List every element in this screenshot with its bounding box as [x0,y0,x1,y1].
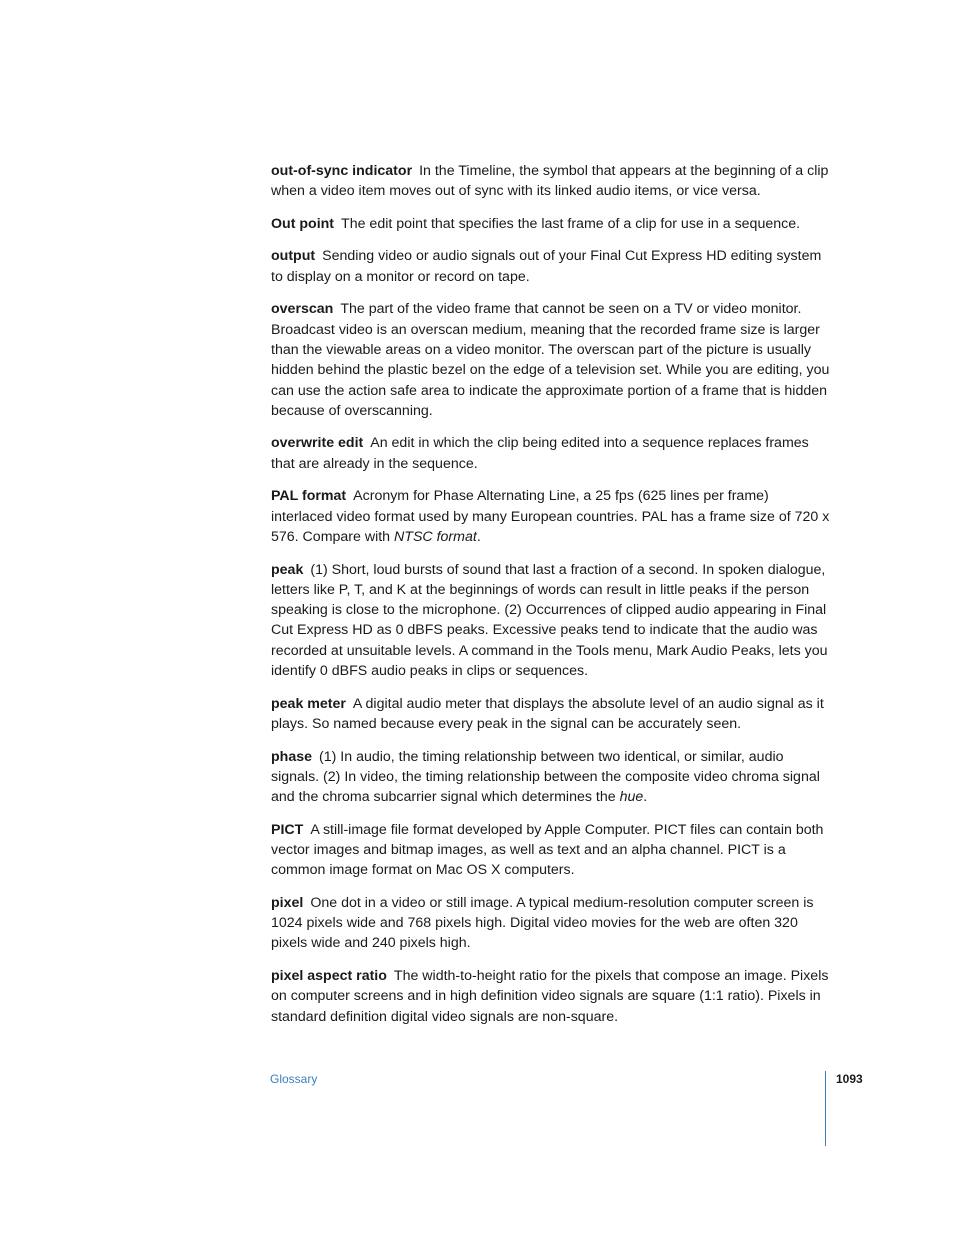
glossary-term: output [271,248,316,265]
glossary-term: peak meter [271,695,346,712]
glossary-definition: The edit point that specifies the last frame of a clip for use in a sequence. [341,215,801,232]
glossary-entry [271,246,831,287]
glossary-entry [271,893,831,954]
glossary-term: overscan [271,301,334,318]
glossary-entry [271,820,831,881]
glossary-entry [271,486,831,547]
glossary-definition: An edit in which the clip being edited into a sequence replaces frames that are already in the sequence. [271,435,809,472]
glossary-term: pixel aspect ratio [271,968,387,985]
glossary-entry [271,966,831,1027]
glossary-definition: The width-to-height ratio for the pixels that compose an image. Pixels on computer screens and in high definition video signals are square (1:1 ratio). Pixels in standard definition digital video signals are non-square. [271,968,829,1025]
glossary-entry [271,433,831,474]
glossary-term: pixel [271,894,304,911]
glossary-definition: One dot in a video or still image. A typical medium-resolution computer screen is 1024 pixels wide and 768 pixels high. Digital video movies for the web are often 320 pixels wide and 240 pixels high. [271,894,814,952]
glossary-entry [271,560,831,682]
glossary-term: overwrite edit [271,435,364,452]
glossary-term: phase [271,748,313,765]
glossary-term: PICT [271,821,304,838]
glossary-definition: The part of the video frame that cannot be seen on a TV or video monitor. Broadcast video is an overscan medium, meaning that the recorded frame size is larger than the viewable areas on a video monitor. The overscan part of the picture is usually hidden behind the plastic bezel on the edge of a television set. While you are editing, you can use the action safe area to indicate the approximate portion of a frame that is hidden because of overscanning. [271,301,830,419]
glossary-term: PAL format [271,488,347,505]
glossary-definition: A digital audio meter that displays the absolute level of an audio signal as it plays. So named because every peak in the signal can be accurately seen. [271,695,824,732]
glossary-cross-reference: hue [619,789,644,806]
glossary-definition: A still-image file format developed by Apple Computer. PICT files can contain both vector images and bitmap images, as well as text and an alpha channel. PICT is a common image format on Mac OS X computers. [271,821,824,879]
glossary-definition: (1) Short, loud bursts of sound that last a fraction of a second. In spoken dialogue, letters like P, T, and K at the beginnings of words can result in little peaks if the person speaking is close to the microphone. (2) Occurrences of clipped audio appearing in Final Cut Express HD as 0 dBFS peaks. Excessive peaks tend to indicate that the audio was recorded at unsuitable levels. A command in the Tools menu, Mark Audio Peaks, lets you identify 0 dBFS audio peaks in clips or sequences. [271,561,828,680]
glossary-definition: (1) In audio, the timing relationship between two identical, or similar, audio signals. (2) In video, the timing relationship between the composite video chroma signal and the chroma subcarrier signal which determines the [271,748,820,806]
glossary-definition: . [643,789,648,806]
page-divider-rule [825,1071,826,1146]
glossary-term: peak [271,561,304,578]
glossary-entry [271,747,831,808]
glossary-entries [271,161,831,1039]
glossary-cross-reference: NTSC format [394,528,477,545]
glossary-definition: Acronym for Phase Alternating Line, a 25 fps (625 lines per frame) interlaced video format used by many European countries. PAL has a frame size of 720 x 576. Compare with [271,488,830,545]
glossary-term: Out point [271,215,335,232]
footer-section-label: Glossary [270,1072,318,1086]
glossary-definition: In the Timeline, the symbol that appears at the beginning of a clip when a video item moves out of sync with its linked audio items, or vice versa. [271,163,829,200]
glossary-definition: Sending video or audio signals out of your Final Cut Express HD editing system to display on a monitor or record on tape. [271,248,822,285]
glossary-entry [271,161,831,202]
glossary-definition: . [476,528,481,545]
glossary-entry [271,694,831,735]
glossary-term: out-of-sync indicator [271,163,413,179]
page-number: 1093 [836,1072,863,1086]
glossary-entry [271,299,831,421]
glossary-entry [271,214,831,234]
